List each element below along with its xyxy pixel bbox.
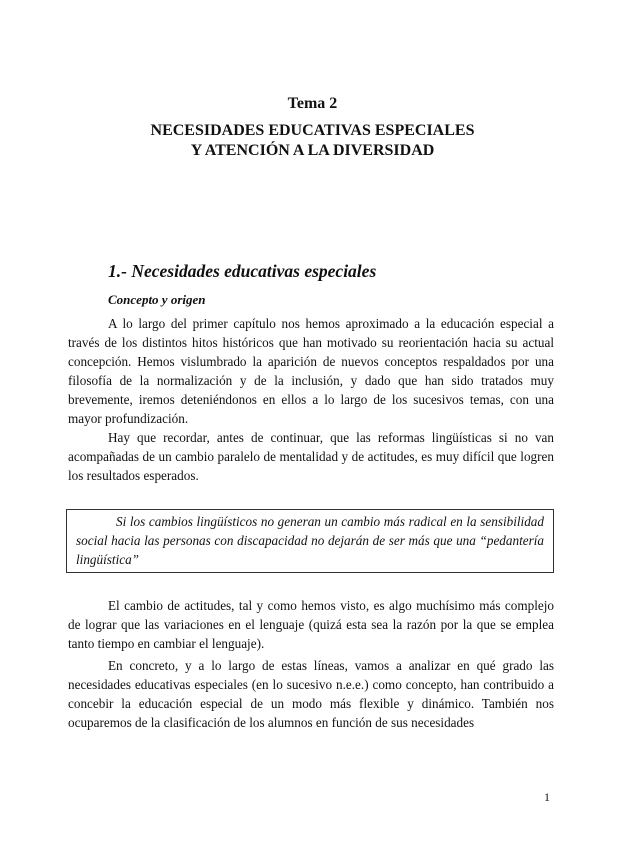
body-paragraph: En concreto, y a lo largo de estas líneas, vamos a analizar en qué grado las necesidades educativas especiales (en lo sucesivo n.e.e.) como concepto, han contribuido a concebir la educación especial de un modo más flexible y dinámico. También nos ocuparemos de la clasificación de los alumnos en función de sus necesidades: [68, 658, 554, 730]
chapter-title-line-2: Y ATENCIÓN A LA DIVERSIDAD: [190, 142, 435, 159]
chapter-title-line-1: NECESIDADES EDUCATIVAS ESPECIALES: [150, 122, 475, 139]
chapter-title: [0, 121, 625, 161]
highlighted-quote-box: [66, 509, 554, 573]
body-paragraph: El cambio de actitudes, tal y como hemos visto, es algo muchísimo más complejo de lograr que las variaciones en el lenguaje (quizá esta sea la razón por la que se emplea tanto tiempo en cambiar el lenguaje).: [68, 598, 554, 651]
page-number: 1: [544, 790, 550, 804]
section-heading: 1.- Necesidades educativas especiales: [108, 261, 377, 281]
body-paragraph: Hay que recordar, antes de continuar, que las reformas lingüísticas si no van acompañadas de un cambio paralelo de mentalidad y de actitudes, es muy difícil que logren los resultados esperados.: [68, 430, 554, 483]
chapter-label: Tema 2: [287, 95, 338, 112]
quote-text: Si los cambios lingüísticos no generan un cambio más radical en la sensibilidad social hacia las personas con discapacidad no dejarán de ser más que una “pedantería lingüística”: [76, 514, 544, 567]
subsection-heading: Concepto y origen: [108, 292, 206, 307]
body-paragraph: A lo largo del primer capítulo nos hemos aproximado a la educación especial a través de los distintos hitos históricos que han motivado su reorientación hacia su actual concepción. Hemos vislumbrado la aparición de nuevos conceptos respaldados por una filosofía de la normalización y de la inclusión, y dado que han sido tratados muy brevemente, iremos deteniéndonos en ellos a lo largo de los sucesivos temas, con una mayor profundización.: [68, 316, 554, 426]
